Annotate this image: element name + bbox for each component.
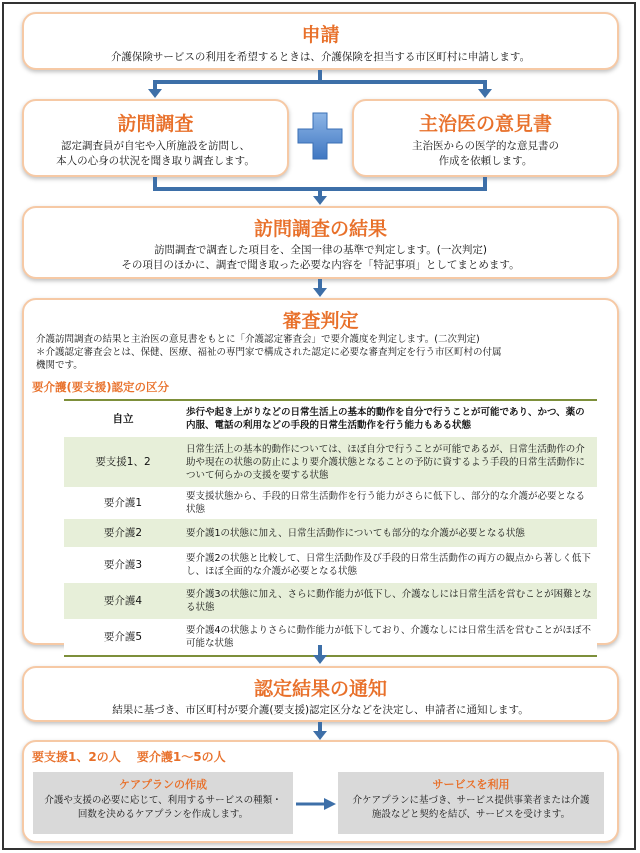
care-plan-line-1: 介護や支援の必要に応じて、利用するサービスの種類・ xyxy=(44,795,282,806)
level-desc: 歩行や起き上がりなどの日常生活上の基本的動作を自分で行うことが可能であり、かつ、薬の内服、電話の利用などの手段的日常生活動作を行う能力もある状態 xyxy=(182,401,597,437)
level-name: 要介護4 xyxy=(64,583,182,619)
application-text: 介護保険サービスの利用を希望するときは、介護保険を担当する市区町村に申請します。 xyxy=(110,51,531,63)
visit-survey-title: 訪問調査 xyxy=(117,113,194,135)
level-desc: 要介護2の状態と比較して、日常生活動作及び手段的日常生活動作の両方の観点から著しく低下し、ほぼ全面的な介護が必要となる状態 xyxy=(182,547,597,583)
level-desc: 要介護3の状態に加え、さらに動作能力が低下し、介護なしには日常生活を営むことが困難となる状態 xyxy=(182,583,597,619)
notification-title: 認定結果の通知 xyxy=(253,678,387,700)
review-box xyxy=(22,298,619,649)
service-use-title: サービスを利用 xyxy=(432,778,510,791)
level-desc: 日常生活上の基本的動作については、ほぼ自分で行うことが可能であるが、日常生活動作の介助や現在の状態の防止により要介護状態となることの予防に資するよう手段的日常生活動作について何らかの支援を要する状態 xyxy=(182,437,597,487)
level-name: 要介護3 xyxy=(64,547,182,583)
level-row xyxy=(64,437,597,487)
application-title: 申請 xyxy=(301,24,340,46)
doctor-opinion-line-1: 主治医からの医学的な意見書の xyxy=(412,140,559,152)
level-row xyxy=(64,401,597,437)
care-plan-title: ケアプランの作成 xyxy=(119,778,207,791)
notification-box xyxy=(22,666,619,722)
arrow-3 xyxy=(0,722,640,742)
plus-icon xyxy=(296,111,344,161)
level-name: 要介護1 xyxy=(64,487,182,519)
service-use-line-2: 施設などと契約を結び、サービスを受けます。 xyxy=(371,809,571,820)
notification-text: 結果に基づき、市区町村が要介護(要支援)認定区分などを決定し、申請者に通知します。 xyxy=(112,704,529,716)
final-heading: 要支援1、2の人 要介護1～5の人 xyxy=(32,750,226,764)
level-row xyxy=(64,519,597,547)
care-plan-line-2: 回数を決めるケアプランを作成します。 xyxy=(77,809,249,820)
level-name: 自立 xyxy=(64,401,182,437)
visit-survey-line-2: 本人の心身の状況を聞き取り調査します。 xyxy=(56,155,255,167)
arrow-1 xyxy=(0,279,640,299)
visit-survey-box xyxy=(22,99,289,177)
levels-section-title: 要介護(要支援)認定の区分 xyxy=(32,380,170,394)
level-name: 要支援1、2 xyxy=(64,437,182,487)
arrow-2 xyxy=(0,645,640,667)
care-plan-box xyxy=(33,772,293,834)
application-box xyxy=(22,12,619,70)
level-row xyxy=(64,583,597,619)
visit-survey-line-1: 認定調査員が自宅や入所施設を訪問し、 xyxy=(61,140,250,152)
merge-connector xyxy=(0,177,640,207)
split-connector xyxy=(0,70,640,100)
review-line-3: 機関です。 xyxy=(36,360,83,371)
level-row xyxy=(64,547,597,583)
level-desc: 要介護1の状態に加え、日常生活動作についても部分的な介護が必要となる状態 xyxy=(182,519,597,547)
right-arrow xyxy=(294,796,338,812)
service-use-line-1: 介ケアプランに基づき、サービス提供事業者または介護 xyxy=(352,795,590,806)
level-name: 要介護5 xyxy=(64,619,182,655)
survey-result-box xyxy=(22,206,619,279)
doctor-opinion-line-2: 作成を依頼します。 xyxy=(438,155,533,167)
survey-result-title: 訪問調査の結果 xyxy=(253,218,387,240)
level-row xyxy=(64,487,597,519)
levels-table-wrap xyxy=(64,399,597,657)
service-use-box xyxy=(338,772,604,834)
levels-table xyxy=(64,401,597,655)
level-desc: 要支援状態から、手段的日常生活動作を行う能力がさらに低下し、部分的な介護が必要となる状態 xyxy=(182,487,597,519)
level-desc: 要介護4の状態よりさらに動作能力が低下しており、介護なしには日常生活を営むことがほぼ不可能な状態 xyxy=(182,619,597,655)
survey-result-line-2: その項目のほかに、調査で聞き取った必要な内容を「特記事項」としてまとめます。 xyxy=(121,259,520,271)
review-line-2: ＊介護認定審査会とは、保健、医療、福祉の専門家で構成された認定に必要な審査判定を行う市区町村の付属 xyxy=(36,347,502,358)
doctor-opinion-title: 主治医の意見書 xyxy=(418,113,552,135)
survey-result-line-1: 訪問調査で調査した項目を、全国一律の基準で判定します。(一次判定) xyxy=(154,244,487,256)
level-name: 要介護2 xyxy=(64,519,182,547)
doctor-opinion-box xyxy=(352,99,619,177)
review-title: 審査判定 xyxy=(282,310,359,332)
review-line-1: 介護訪問調査の結果と主治医の意見書をもとに「介護認定審査会」で要介護度を判定します。(二次判定) xyxy=(36,334,480,345)
